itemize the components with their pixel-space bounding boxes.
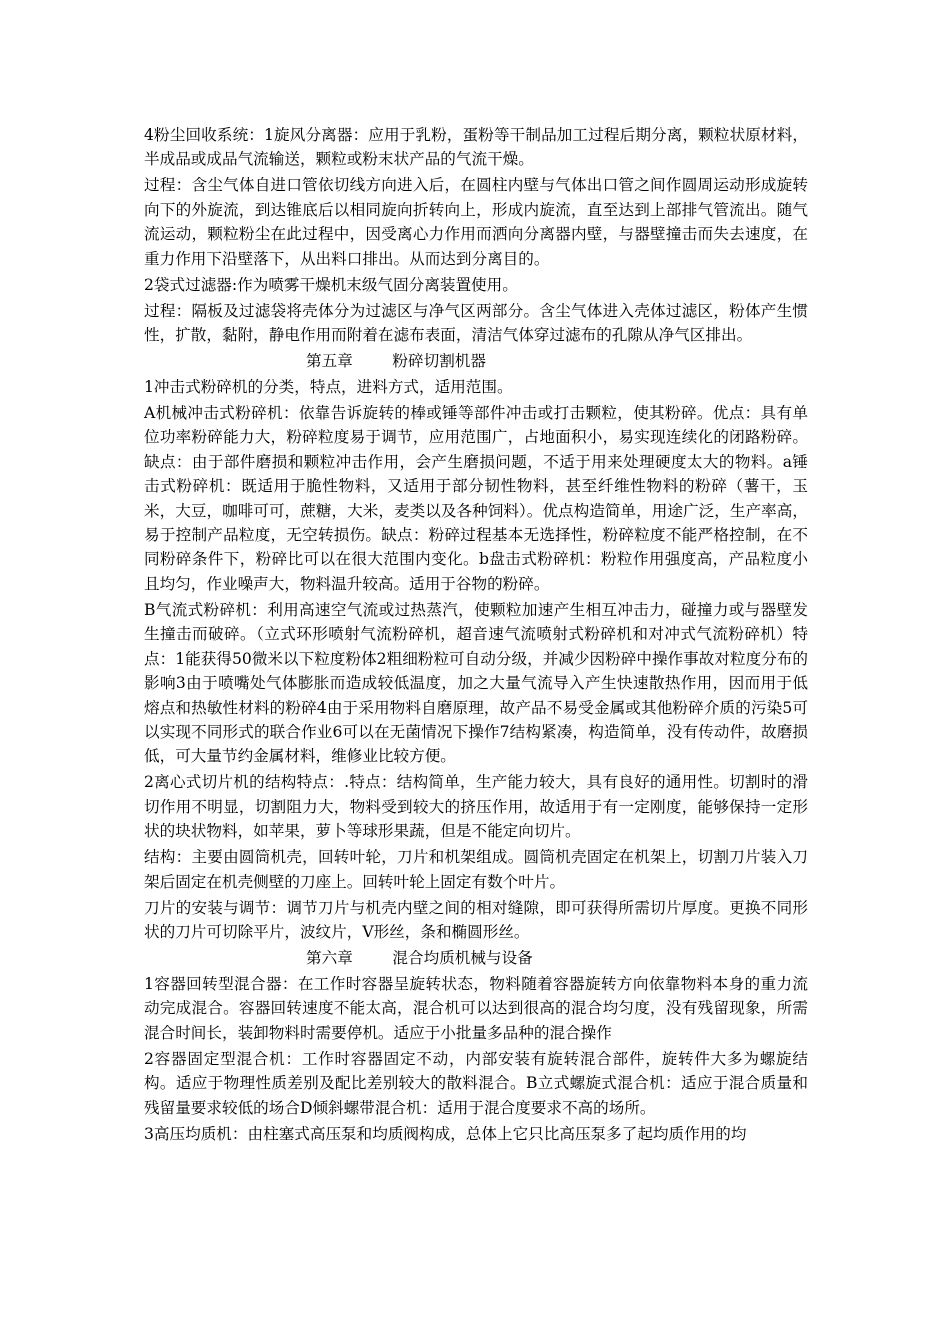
paragraph-blade-adjustment: 刀片的安装与调节：调节刀片与机壳内壁之间的相对缝隙，即可获得所需切片厚度。更换不同形状的刀片可切除平片，波纹片，V形丝，条和椭圆形丝。 (144, 898, 808, 941)
paragraph-rotating-mixer: 1容器回转型混合器：在工作时容器呈旋转状态，物料随着容器旋转方向依靠物料本身的重力流动完成混合。容器回转速度不能太高，混合机可以达到很高的混合均匀度，没有残留现象，所需混合时间长，装卸物料时需要停机。适应于小批量多品种的混合操作 (144, 974, 808, 1042)
paragraph-impact-crusher-intro: 1冲击式粉碎机的分类，特点，进料方式，适用范围。 (144, 378, 513, 397)
chapter-heading-6: 第六章 混合均质机械与设备 (306, 948, 533, 967)
paragraph-slicer-structure: 结构：主要由圆筒机壳，回转叶轮，刀片和机架组成。圆筒机壳固定在机架上，切割刀片装入刀架后固定在机壳侧壁的刀座上。回转叶轮上固定有数个叶片。 (144, 848, 808, 891)
paragraph-jet-mill: B气流式粉碎机：利用高速空气流或过热蒸汽，使颗粒加速产生相互冲击力，碰撞力或与器壁发生撞击而破碎。（立式环形喷射气流粉碎机，超音速气流喷射式粉碎机和对冲式气流粉碎机）特点：1能获得50微米以下粒度粉体2粗细粉粒可自动分级，并减少因粉碎中操作事故对粒度分布的影响3由于喷嘴处气体膨胀而造成较低温度，加之大量气流导入产生快速散热作用，因而用于低熔点和热敏性材料的粉碎4由于采用物料自磨原理，故产品不易受金属或其他粉碎介质的污染5可以实现不同形式的联合作业6可以在无菌情况下操作7结构紧凑，构造简单，没有传动件，故磨损低，可大量节约金属材料，维修业比较方便。 (144, 600, 808, 766)
paragraph-fixed-mixer: 2容器固定型混合机：工作时容器固定不动，内部安装有旋转混合部件，旋转件大多为螺旋结构。适应于物理性质差别及配比差别较大的散料混合。B立式螺旋式混合机：适应于混合质量和残留量要求较低的场合D倾斜螺带混合机：适用于混合度要求不高的场所。 (144, 1049, 808, 1117)
chapter-heading-5: 第五章 粉碎切割机器 (306, 352, 486, 371)
paragraph-bag-filter: 2袋式过滤器:作为喷雾干燥机末级气固分离装置使用。 (144, 275, 518, 294)
paragraph-high-pressure-homogenizer: 3高压均质机：由柱塞式高压泵和均质阀构成，总体上它只比高压泵多了起均质作用的均 (144, 1124, 747, 1143)
document-page (144, 123, 808, 1148)
paragraph-centrifugal-slicer: 2离心式切片机的结构特点：.特点：结构简单，生产能力较大，具有良好的通用性。切割时的滑切作用不明显，切割阻力大，物料受到较大的挤压作用，故适用于有一定刚度，能够保持一定形状的块状物料，如苹果，萝卜等球形果蔬，但是不能定向切片。 (144, 773, 808, 841)
paragraph-cyclone-process: 过程：含尘气体自进口管依切线方向进入后，在圆柱内壁与气体出口管之间作圆周运动形成旋转向下的外旋流，到达锥底后以相同旋向折转向上，形成内旋流，直至达到上部排气管流出。随气流运动，颗粒粉尘在此过程中，因受离心力作用而洒向分离器内壁，与器壁撞击而失去速度，在重力作用下沿壁落下，从出料口排出。从而达到分离目的。 (144, 176, 808, 268)
paragraph-dust-recovery: 4粉尘回收系统：1旋风分离器：应用于乳粉，蛋粉等干制品加工过程后期分离，颗粒状原材料，半成品或成品气流输送，颗粒或粉末状产品的气流干燥。 (144, 126, 808, 169)
paragraph-bag-filter-process: 过程：隔板及过滤袋将壳体分为过滤区与净气区两部分。含尘气体进入壳体过滤区，粉体产生惯性，扩散，黏附，静电作用而附着在滤布表面，清洁气体穿过滤布的孔隙从净气区排出。 (144, 301, 808, 345)
paragraph-mechanical-impact-crusher: A机械冲击式粉碎机：依靠告诉旋转的棒或锤等部件冲击或打击颗粒，使其粉碎。优点：具有单位功率粉碎能力大，粉碎粒度易于调节，应用范围广，占地面积小，易实现连续化的闭路粉碎。缺点：由于部件磨损和颗粒冲击作用，会产生磨损问题，不适于用来处理硬度太大的物料。a锤击式粉碎机：既适用于脆性物料，又适用于部分韧性物料，甚至纤维性物料的粉碎（薯干，玉米，大豆，咖啡可可，蔗糖，大米，麦类以及各种饲料）。优点构造简单，用途广泛，生产率高，易于控制产品粒度，无空转损伤。缺点：粉碎过程基本无选择性，粉碎粒度不能严格控制，在不同粉碎条件下，粉碎比可以在很大范围内变化。b盘击式粉碎机：粉粒作用强度高，产品粒度小且均匀，作业噪声大，物料温升较高。适用于谷物的粉碎。 (144, 404, 808, 593)
